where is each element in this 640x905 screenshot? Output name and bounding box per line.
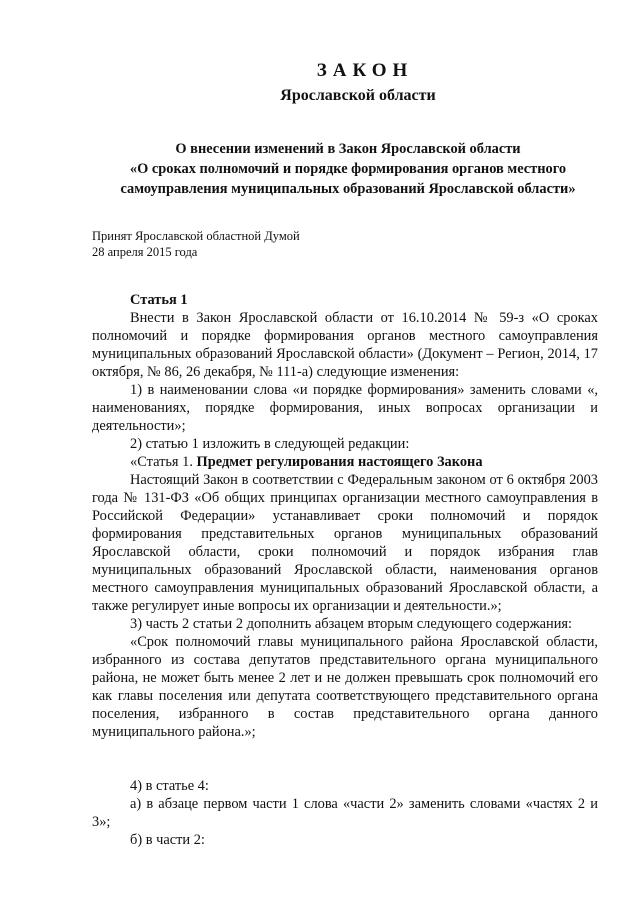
adopted-by: Принят Ярославской областной Думой [92, 229, 300, 243]
amendment-item-4b: б) в части 2: [130, 832, 205, 848]
amendment-item-2: 2) статью 1 изложить в следующей редакции: [130, 436, 410, 452]
paragraph-gap [92, 741, 598, 777]
article-intro: Внести в Закон Ярославской области от 16.10.2014 № 59-з «О сроках полномочий и порядке формирования органов местного самоуправления муниципальных образований Ярославской области» (Документ – Регион, 2014, 17 октября, № 86, 26 декабря, № 111-а) следующие изменения: [92, 310, 598, 380]
article-heading: Статья 1 [130, 292, 188, 308]
amendment-item-3-quote: «Срок полномочий главы муниципального района Ярославской области, избранного из состава депутатов представительного органа муниципального района, не может быть менее 2 лет и не должен превышать срок полномочий его как главы поселения или депутата соответствующего представительного органа поселения, избранного в состав представительного органа данного муниципального района.»; [92, 634, 598, 740]
amendment-item-1: 1) в наименовании слова «и порядке формирования» заменить словами «, наименованиях, порядке формирования, иных вопросах организации и деятельности»; [92, 382, 598, 434]
title-line-3: самоуправления муниципальных образований Ярославской области» [120, 181, 576, 197]
law-label: ЗАКОН [316, 60, 414, 81]
quoted-article-title: Предмет регулирования настоящего Закона [196, 454, 483, 470]
adopted-date: 28 апреля 2015 года [92, 245, 198, 259]
amendment-item-3: 3) часть 2 статьи 2 дополнить абзацем вторым следующего содержания: [130, 616, 573, 632]
quoted-article-heading [92, 453, 598, 471]
title-line-1: О внесении изменений в Закон Ярославской области [175, 141, 521, 157]
region-name: Ярославской области [280, 87, 436, 104]
quoted-article-prefix: «Статья 1. [130, 454, 197, 470]
quoted-article-text: Настоящий Закон в соответствии с Федеральным законом от 6 октября 2003 года № 131-ФЗ «Об общих принципах организации местного самоуправления в Российской Федерации» устанавливает сроки полномочий и порядок формирования представительных органов муниципальных образований Ярославской области, сроки полномочий и порядок избрания глав муниципальных образований Ярославской области, наименования органов местного самоуправления муниципальных образований Ярославской области, а также регулирует иные вопросы их организации и деятельности.»; [92, 472, 598, 614]
amendment-item-4: 4) в статье 4: [130, 778, 209, 794]
title-line-2: «О сроках полномочий и порядке формирования органов местного [129, 161, 567, 177]
amendment-item-4a: а) в абзаце первом части 1 слова «части 2» заменить словами «частях 2 и 3»; [92, 796, 598, 830]
article-body [92, 291, 598, 849]
adoption-info [92, 228, 300, 260]
document-title [92, 139, 604, 199]
